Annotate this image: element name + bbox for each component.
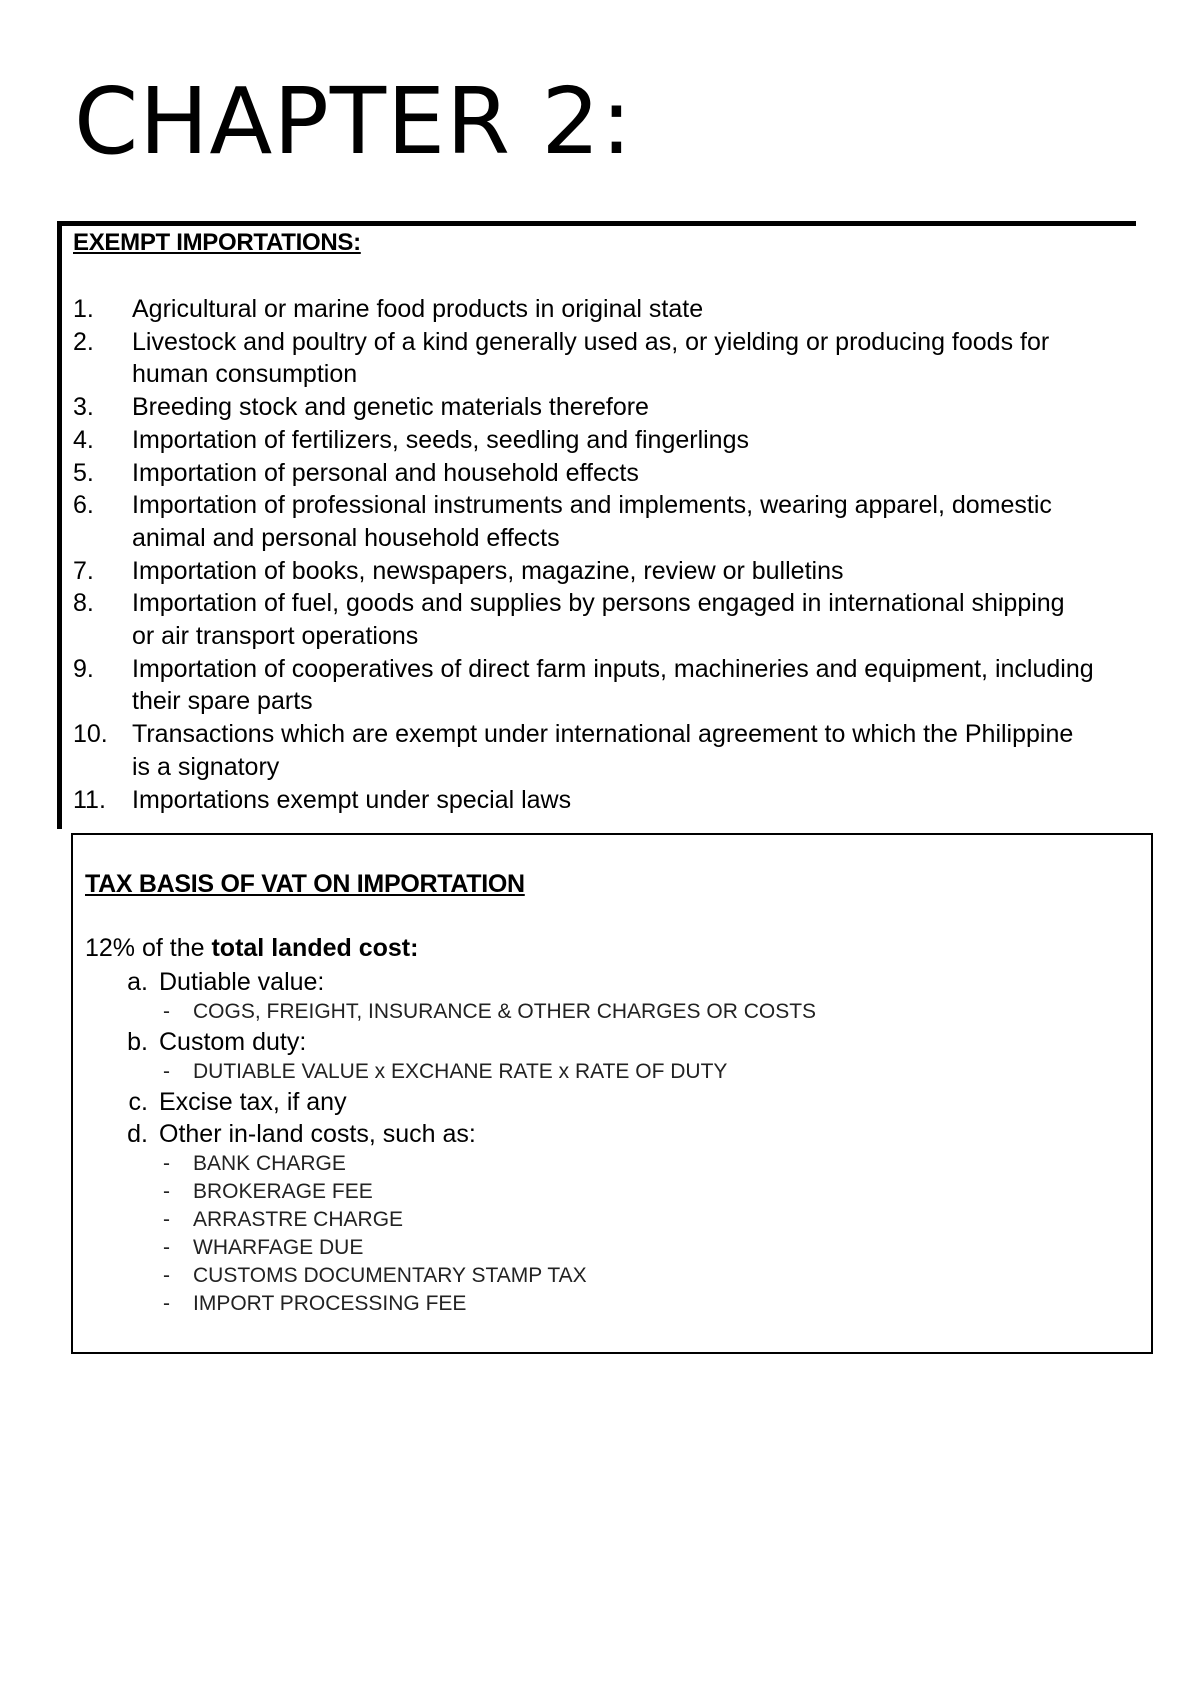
dash-bullet: - <box>163 1060 170 1083</box>
item-number: 1. <box>73 295 94 323</box>
component-text: Custom duty: <box>159 1028 307 1056</box>
list-item <box>85 1026 1135 1086</box>
list-item <box>73 718 1133 783</box>
list-item <box>73 653 1133 718</box>
exempt-importations-list <box>73 293 1133 816</box>
list-item <box>73 587 1133 652</box>
dash-bullet: - <box>163 1152 170 1175</box>
component-letter: d. <box>127 1120 148 1148</box>
tax-basis-intro <box>85 934 418 963</box>
tax-basis-heading: TAX BASIS OF VAT ON IMPORTATION <box>85 870 525 898</box>
list-item <box>73 391 1133 424</box>
component-letter: b. <box>127 1028 148 1056</box>
dash-bullet: - <box>163 1180 170 1203</box>
sub-item <box>85 1178 1135 1206</box>
sub-item-text: WHARFAGE DUE <box>193 1236 364 1259</box>
list-item <box>73 555 1133 588</box>
sub-item <box>85 1234 1135 1262</box>
sub-item <box>85 998 1135 1026</box>
item-text: Importations exempt under special laws <box>132 785 572 814</box>
item-text: Agricultural or marine food products in original state <box>132 295 704 323</box>
list-item <box>85 1118 1135 1318</box>
item-text: Breeding stock and genetic materials therefore <box>132 393 649 422</box>
component-text: Dutiable value: <box>159 968 325 996</box>
item-number: 5. <box>73 458 94 487</box>
dash-bullet: - <box>163 1208 170 1231</box>
page-title: CHAPTER 2: <box>74 68 633 175</box>
sub-item-text: ARRASTRE CHARGE <box>193 1208 404 1231</box>
item-number: 3. <box>73 393 94 422</box>
intro-bold: total landed cost: <box>211 934 419 962</box>
exempt-importations-heading: EXEMPT IMPORTATIONS: <box>73 229 361 256</box>
item-text: Importation of personal and household effects <box>132 458 639 487</box>
item-number: 9. <box>73 654 94 683</box>
dash-bullet: - <box>163 1000 170 1023</box>
sub-item <box>85 1058 1135 1086</box>
sub-item-text: BROKERAGE FEE <box>193 1180 373 1203</box>
list-item <box>85 966 1135 1026</box>
sub-list <box>85 1058 1135 1086</box>
dash-bullet: - <box>163 1264 170 1287</box>
list-item <box>73 424 1133 457</box>
sub-item-text: BANK CHARGE <box>193 1152 346 1175</box>
list-item <box>73 457 1133 490</box>
component-text: Other in-land costs, such as: <box>159 1120 476 1148</box>
item-text: Importation of cooperatives of direct farm inputs, machineries and equipment, including their spare parts <box>132 654 1094 716</box>
sub-item <box>85 1206 1135 1234</box>
list-item <box>85 1086 1135 1118</box>
sub-item-text: IMPORT PROCESSING FEE <box>193 1292 467 1315</box>
item-text: Transactions which are exempt under international agreement to which the Philippine is a signatory <box>132 720 1074 781</box>
component-letter: c. <box>128 1088 148 1116</box>
item-text: Importation of books, newspapers, magazine, review or bulletins <box>132 556 844 585</box>
list-item <box>73 293 1133 326</box>
item-text: Importation of professional instruments and implements, wearing apparel, domestic animal and personal household effects <box>132 491 1052 552</box>
sub-item <box>85 1290 1135 1318</box>
item-number: 11. <box>73 785 106 814</box>
sub-list <box>85 1150 1135 1318</box>
list-item <box>73 326 1133 391</box>
sub-item-text: COGS, FREIGHT, INSURANCE & OTHER CHARGES OR COSTS <box>193 1000 817 1023</box>
intro-prefix: 12% of the <box>85 934 212 962</box>
component-letter: a. <box>127 968 148 996</box>
item-number: 6. <box>73 491 94 520</box>
sub-item <box>85 1262 1135 1290</box>
item-number: 8. <box>73 589 94 618</box>
sub-item-text: CUSTOMS DOCUMENTARY STAMP TAX <box>193 1264 587 1287</box>
item-number: 7. <box>73 556 94 585</box>
component-text: Excise tax, if any <box>159 1088 347 1116</box>
item-text: Importation of fuel, goods and supplies by persons engaged in international shipping or air transport operations <box>132 589 1065 651</box>
sub-item-text: DUTIABLE VALUE x EXCHANE RATE x RATE OF DUTY <box>193 1060 728 1083</box>
item-number: 10. <box>73 720 108 749</box>
item-number: 4. <box>73 425 94 454</box>
list-item <box>73 784 1133 817</box>
dash-bullet: - <box>163 1236 170 1259</box>
tax-components-list <box>85 966 1135 1318</box>
item-number: 2. <box>73 327 94 356</box>
item-text: Livestock and poultry of a kind generally used as, or yielding or producing foods for human consumption <box>132 327 1050 389</box>
item-text: Importation of fertilizers, seeds, seedling and fingerlings <box>132 425 749 454</box>
sub-item <box>85 1150 1135 1178</box>
list-item <box>73 489 1133 554</box>
sub-list <box>85 998 1135 1026</box>
dash-bullet: - <box>163 1292 170 1315</box>
